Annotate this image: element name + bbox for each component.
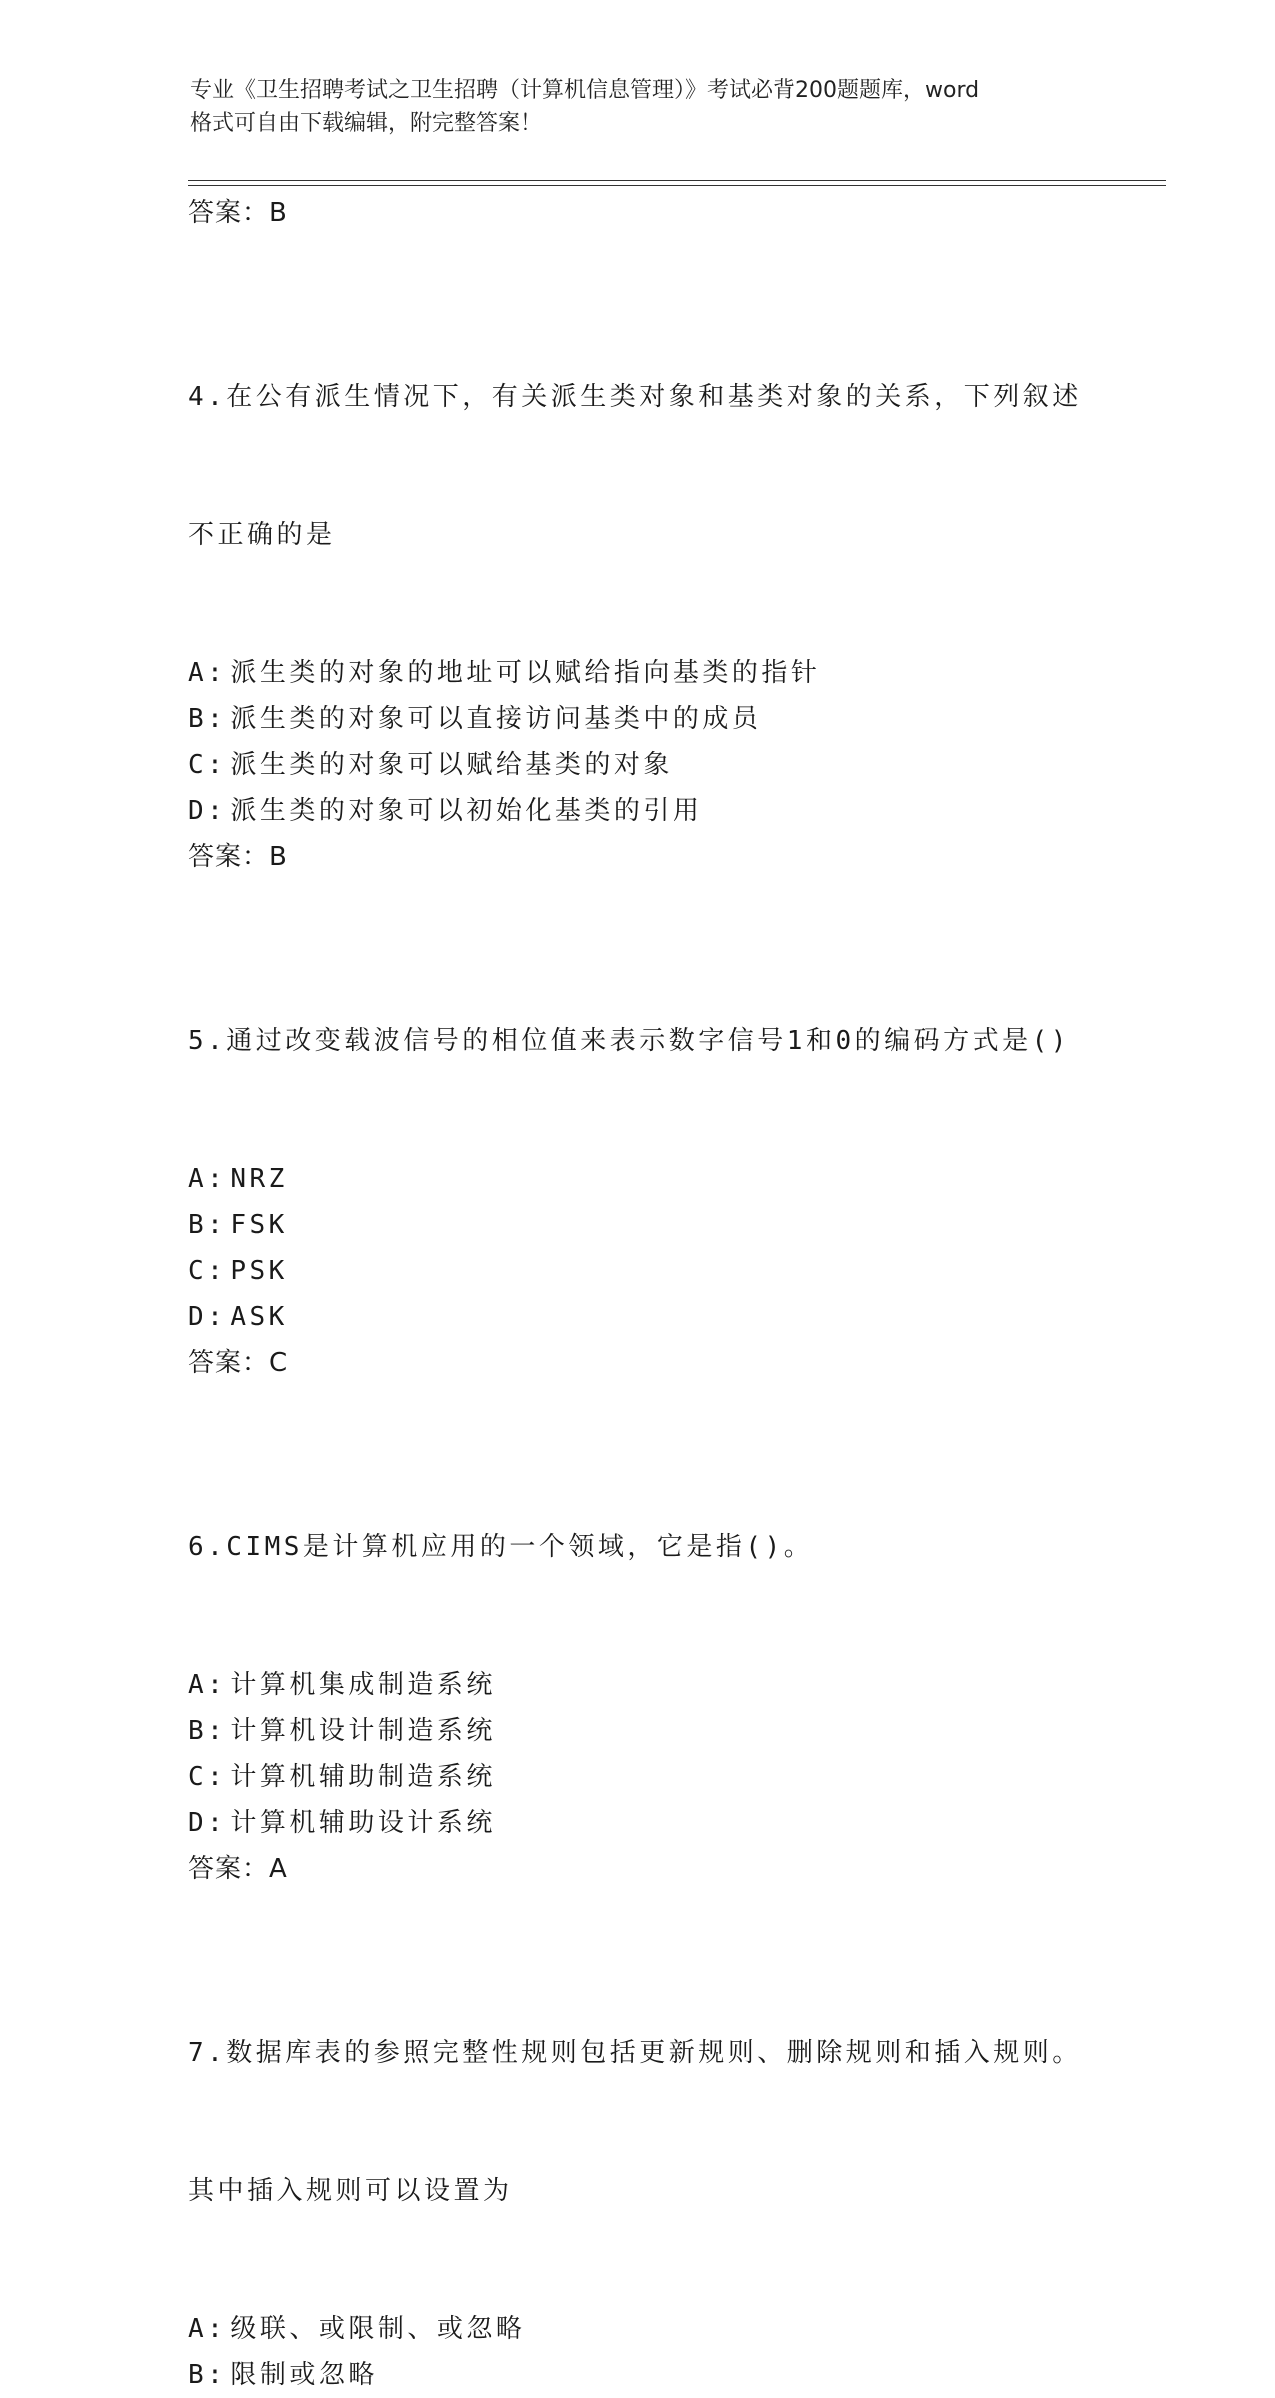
option-c: C: PSK: [188, 1256, 288, 1286]
answer-line: 答案：B: [188, 198, 288, 228]
header-rule-bottom: [188, 185, 1166, 186]
question-block: [188, 1432, 1148, 1892]
question-text-line: 其中插入规则可以设置为: [188, 2176, 513, 2206]
question-text-line: 6.CIMS是计算机应用的一个领域，它是指()。: [188, 1532, 814, 1562]
option-a: A: NRZ: [188, 1164, 288, 1194]
option-a: A: 级联、或限制、或忽略: [188, 2314, 526, 2344]
option-a: A: 派生类的对象的地址可以赋给指向基类的指针: [188, 658, 821, 688]
question-block: [188, 926, 1148, 1386]
question-text-line: 不正确的是: [188, 520, 336, 550]
option-d: D: 计算机辅助设计系统: [188, 1808, 496, 1838]
option-b: B: 派生类的对象可以直接访问基类中的成员: [188, 704, 762, 734]
option-c: C: 计算机辅助制造系统: [188, 1762, 496, 1792]
question-text: [188, 926, 1148, 1156]
answer-line: 答案：C: [188, 1348, 289, 1378]
option-d: D: ASK: [188, 1302, 288, 1332]
question-text-line: 4.在公有派生情况下，有关派生类对象和基类对象的关系，下列叙述: [188, 382, 1082, 412]
question-list: [188, 190, 1148, 2398]
question-text: [188, 282, 1148, 650]
answer-line: 答案：A: [188, 1854, 288, 1884]
option-a: A: 计算机集成制造系统: [188, 1670, 496, 1700]
header-line-1: 专业《卫生招聘考试之卫生招聘（计算机信息管理）》考试必背200题题库，word: [190, 78, 980, 103]
question-block: [188, 282, 1148, 880]
option-b: B: 计算机设计制造系统: [188, 1716, 496, 1746]
option-b: B: FSK: [188, 1210, 288, 1240]
header-line-2: 格式可自由下载编辑，附完整答案！: [190, 111, 543, 136]
option-c: C: 派生类的对象可以赋给基类的对象: [188, 750, 673, 780]
option-b: B: 限制或忽略: [188, 2360, 378, 2390]
answer-line: 答案：B: [188, 842, 288, 872]
header-rule-top: [188, 180, 1166, 181]
question-text: [188, 1938, 1148, 2306]
question-text-line: 5.通过改变载波信号的相位值来表示数字信号1和0的编码方式是(): [188, 1026, 1070, 1056]
question-text-line: 7.数据库表的参照完整性规则包括更新规则、删除规则和插入规则。: [188, 2038, 1082, 2068]
option-d: D: 派生类的对象可以初始化基类的引用: [188, 796, 703, 826]
question-block: [188, 1938, 1148, 2398]
document-header: [190, 74, 1110, 140]
question-text: [188, 1432, 1148, 1662]
